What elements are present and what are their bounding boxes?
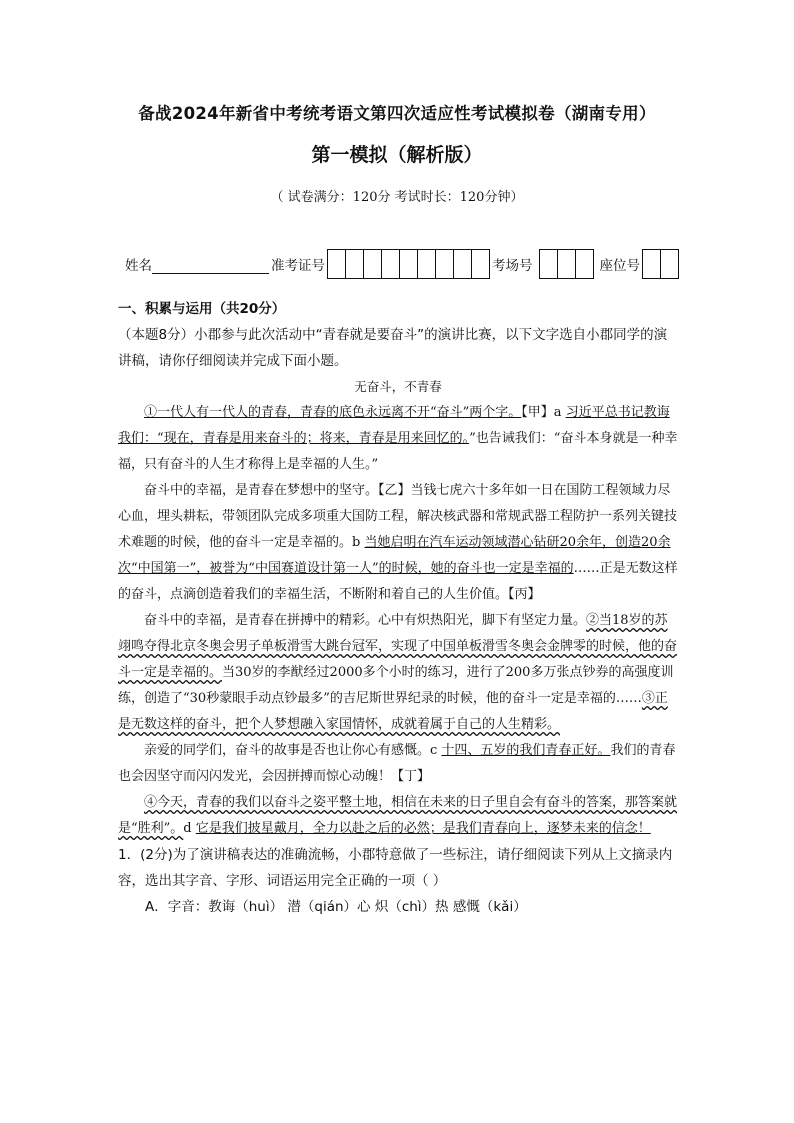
candidate-info-row xyxy=(125,248,681,280)
essay-paragraph-3: 奋斗中的幸福，是青春在拼搏中的精彩。心中有炽热阳光，脚下有坚定力量。②当18岁的苏翊鸣夺得北京冬奥会男子单板滑雪大跳台冠军，实现了中国单板滑雪冬奥会金牌零的时候，他的奋斗一定是幸福的。当30岁的李猷经过2000多个小时的练习，进行了200多万张点钞券的高强度训练，创造了“30秒蒙眼手动点钞最多”的吉尼斯世界纪录的时候，他的奋斗一定是幸福的……③正是无数这样的奋斗，把个人梦想融入家国情怀，成就着属于自己的人生精彩。 xyxy=(118,613,678,732)
essay-paragraph-1: ①一代人有一代人的青春，青春的底色永远离不开“奋斗”两个字。【甲】a 习近平总书记教诲我们：“现在，青春是用来奋斗的；将来，青春是用来回忆的。”也告诫我们：“奋斗本身就是一种幸福，只有奋斗的人生才称得上是幸福的人生。” xyxy=(118,405,678,472)
ticket-label: 准考证号 xyxy=(271,258,325,274)
name-label: 姓名 xyxy=(125,258,152,274)
option-a: A．字音：教诲（huì） 潜（qián）心 炽（chì）热 感慨（kǎi） xyxy=(145,899,527,915)
exam-meta: （ 试卷满分：120分 考试时长：120分钟） xyxy=(270,190,524,205)
essay-title: 无奋斗，不青春 xyxy=(354,379,442,394)
question-1: 1．(2分)为了演讲稿表达的准确流畅，小郡特意做了一些标注，请仔细阅读下列从上文摘录内容，选出其字音、字形、词语运用完全正确的一项（ ） xyxy=(118,847,673,889)
name-field[interactable] xyxy=(152,255,269,274)
essay-paragraph-5: ④今天，青春的我们以奋斗之姿平整土地，相信在未来的日子里自会有奋斗的答案，那答案就是“胜利”。d 它是我们披星戴月，全力以赴之后的必然；是我们青春向上，逐梦未来的信念！ xyxy=(118,795,678,836)
seat-number-boxes[interactable] xyxy=(642,249,679,279)
section-intro: （本题8分）小郡参与此次活动中“青春就是要奋斗”的演讲比赛，以下文字选自小郡同学的演讲稿，请你仔细阅读并完成下面小题。 xyxy=(118,327,668,369)
exam-title: 备战2024年新省中考统考语文第四次适应性考试模拟卷（湖南专用） xyxy=(138,104,656,123)
ticket-number-boxes[interactable] xyxy=(327,249,490,279)
section-heading: 一、积累与运用（共20分） xyxy=(118,301,286,317)
exam-subtitle: 第一模拟（解析版） xyxy=(311,144,483,166)
essay-paragraph-4: 亲爱的同学们，奋斗的故事是否也让你心有感慨。c 十四、五岁的我们青春正好。我们的青春也会因坚守而闪闪发光，会因拼搏而惊心动魄！【丁】 xyxy=(118,743,676,784)
question-content xyxy=(118,296,678,920)
essay-paragraph-2: 奋斗中的幸福，是青春在梦想中的坚守。【乙】当钱七虎六十多年如一日在国防工程领域力尽心血，埋头耕耘，带领团队完成多项重大国防工程，解决核武器和常规武器工程防护一系列关键技术难题的时候，他的奋斗一定是幸福的。b 当她启明在汽车运动领域潜心钻研20余年，创造20余次“中国第一”，被誉为“中国赛道设计第一人”的时候，她的奋斗也一定是幸福的……正是无数这样的奋斗，点滴创造着我们的幸福生活，不断附和着自己的人生价值。【丙】 xyxy=(118,483,678,602)
room-label: 考场号 xyxy=(492,258,533,274)
seat-label: 座位号 xyxy=(599,258,640,274)
room-number-boxes[interactable] xyxy=(539,249,594,279)
